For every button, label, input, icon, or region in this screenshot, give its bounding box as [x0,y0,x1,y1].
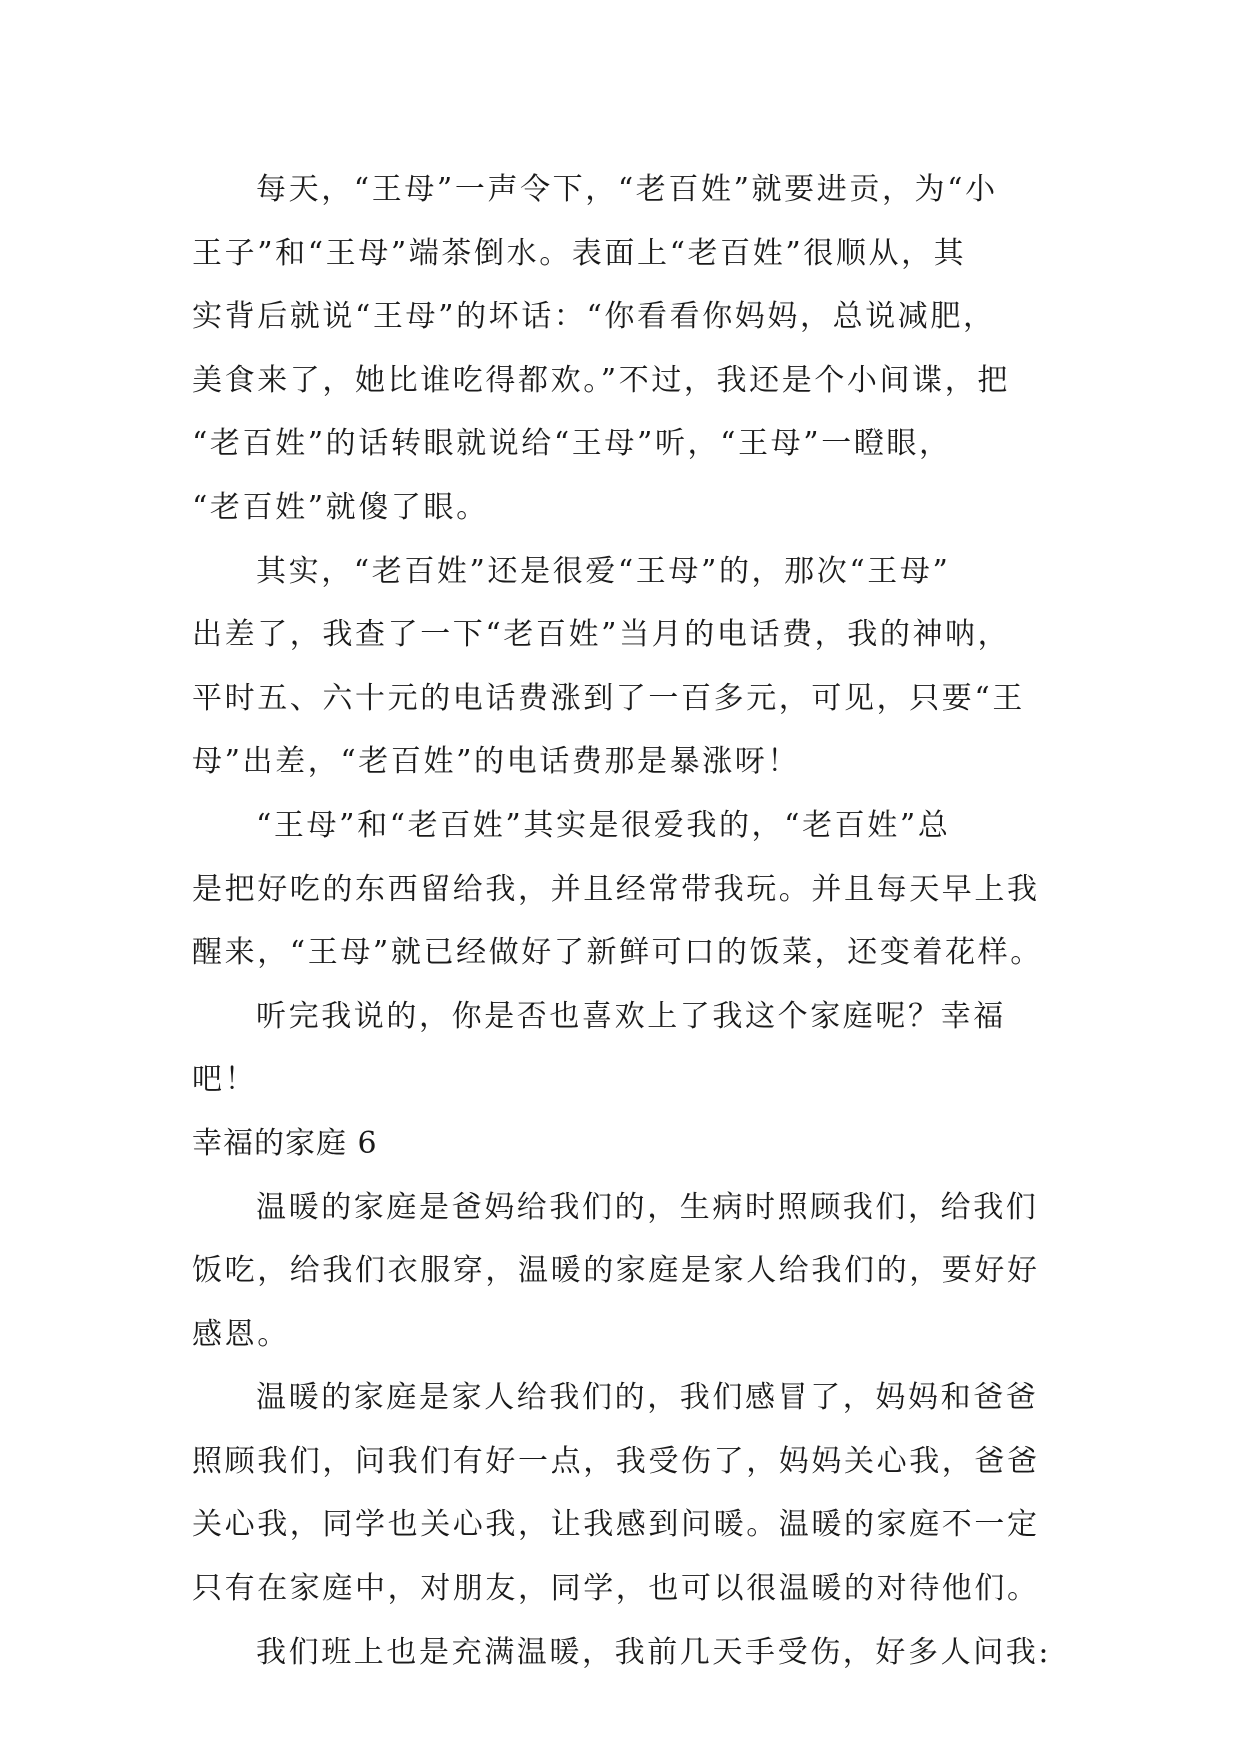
text-line: 温暖的家庭是爸妈给我们的，生病时照顾我们，给我们 [256,1189,1039,1225]
text-line: 是把好吃的东西留给我，并且经常带我玩。并且每天早上我 [192,871,1040,907]
text-line: 母”出差，“老百姓”的电话费那是暴涨呀！ [192,744,801,780]
text-line: 其实，“老百姓”还是很爱“王母”的，那次“王母” [256,553,951,589]
text-line: 醒来，“王母”就已经做好了新鲜可口的饭菜，还变着花样。 [192,935,1043,971]
text-line: 饭吃，给我们衣服穿，温暖的家庭是家人给我们的，要好好 [192,1253,1040,1289]
text-line: 出差了，我查了一下“老百姓”当月的电话费，我的神呐， [192,617,1011,653]
document-body [192,158,1052,1684]
text-line: 每天，“王母”一声令下，“老百姓”就要进贡，为“小 [256,172,998,207]
text-line: “老百姓”的话转眼就说给“王母”听，“王母”一瞪眼， [192,426,952,462]
text-line: 照顾我们，问我们有好一点，我受伤了，妈妈关心我，爸爸 [192,1443,1040,1479]
text-line: “老百姓”就傻了眼。 [192,489,489,525]
text-line: 吧！ [192,1062,258,1098]
text-line: 实背后就说“王母”的坏话：“你看看你妈妈，总说减肥， [192,299,996,335]
text-line: 感恩。 [192,1316,290,1352]
section-heading: 幸福的家庭 6 [192,1125,378,1161]
text-line: 只有在家庭中，对朋友，同学，也可以很温暖的对待他们。 [192,1571,1040,1607]
text-line: 温暖的家庭是家人给我们的，我们感冒了，妈妈和爸爸 [256,1380,1039,1416]
text-line: 听完我说的，你是否也喜欢上了我这个家庭呢？幸福 [256,998,1006,1034]
text-line: 我们班上也是充满温暖，我前几天手受伤，好多人问我: [256,1634,1052,1670]
text-line: 王子”和“王母”端茶倒水。表面上“老百姓”很顺从，其 [192,235,967,271]
text-line: 关心我，同学也关心我，让我感到问暖。温暖的家庭不一定 [192,1507,1040,1543]
text-line: 平时五、六十元的电话费涨到了一百多元，可见，只要“王 [192,680,1025,716]
text-line: “王母”和“老百姓”其实是很爱我的，“老百姓”总 [256,807,951,843]
text-line: 美食来了，她比谁吃得都欢。”不过，我还是个小间谍，把 [192,362,1010,398]
